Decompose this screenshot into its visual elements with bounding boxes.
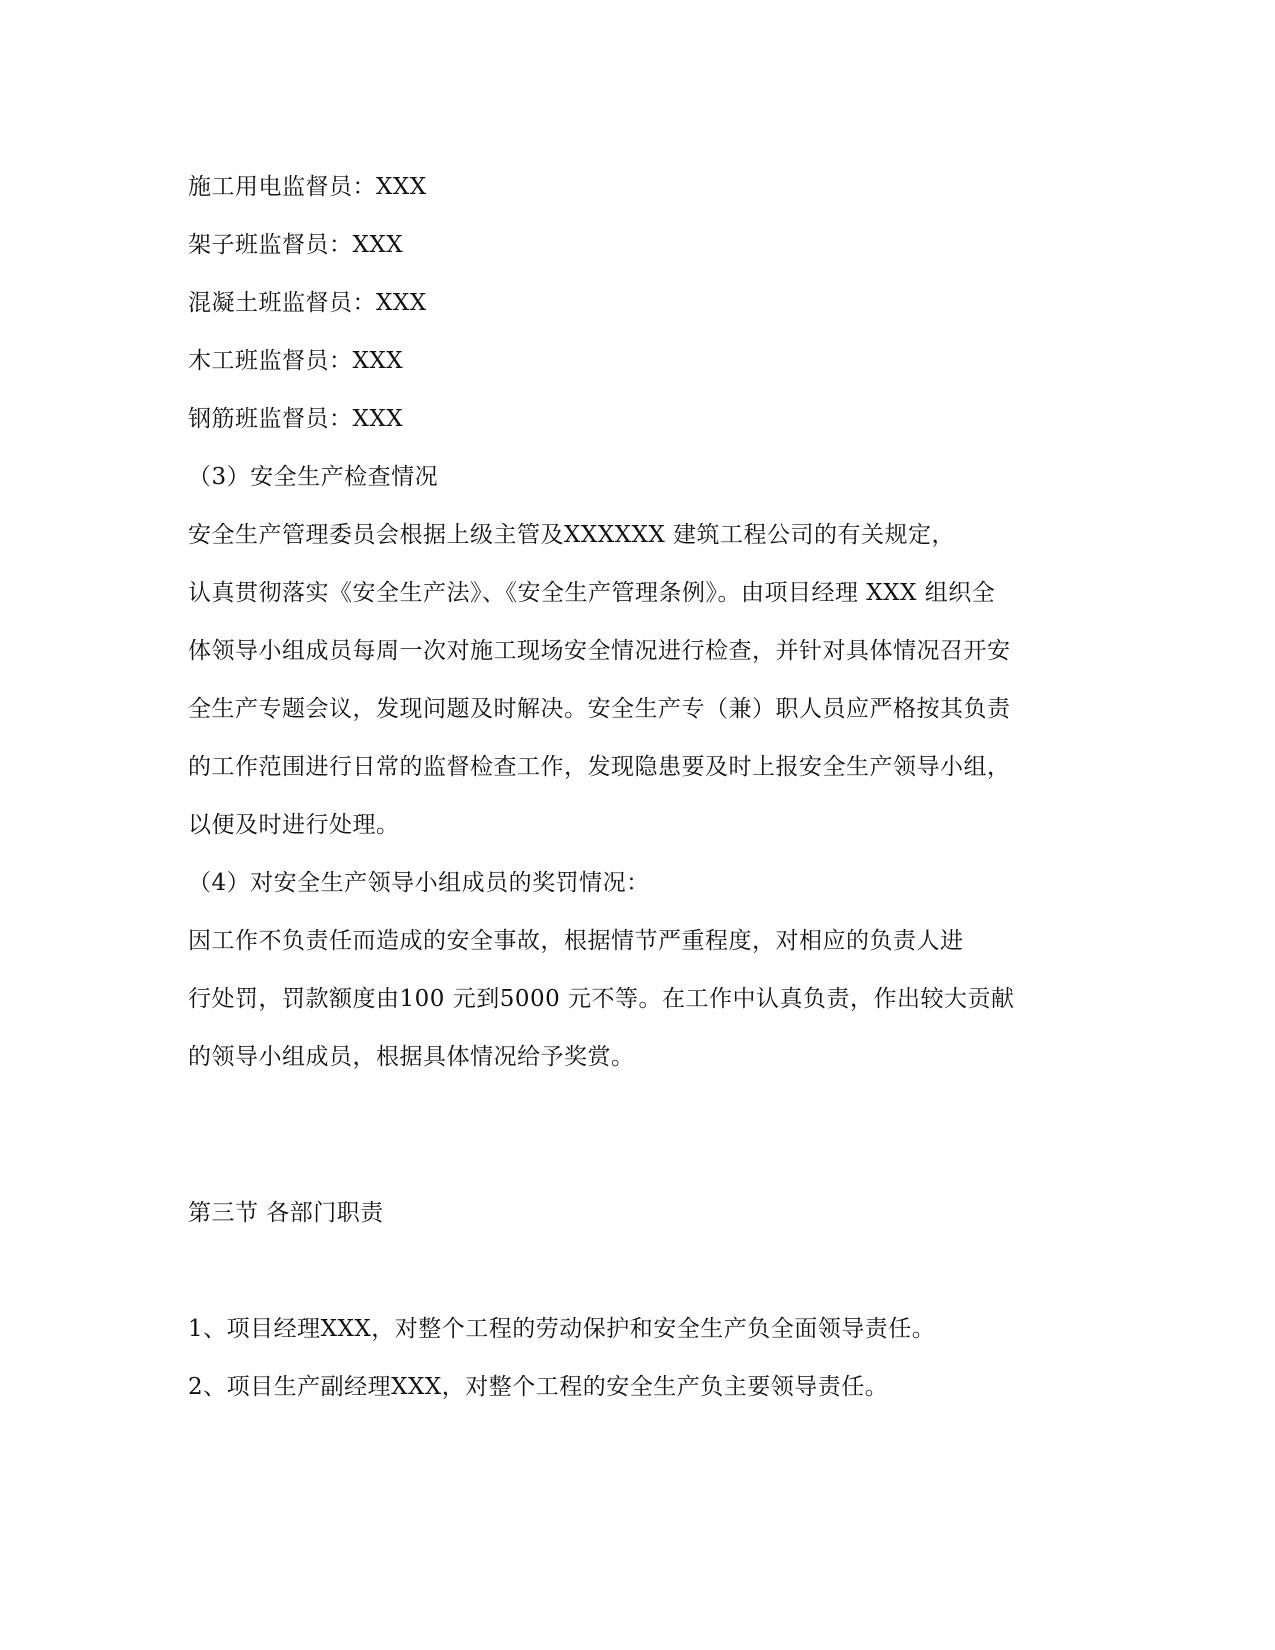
section-3-paragraph-line: 认真贯彻落实《安全生产法》、《安全生产管理条例》。由项目经理 XXX 组织全 (188, 580, 996, 606)
supervisor-electrical: 施工用电监督员：XXX (188, 174, 427, 200)
section-3-paragraph-line: 体领导小组成员每周一次对施工现场安全情况进行检查，并针对具体情况召开安 (188, 638, 1011, 664)
section-4-heading: （4）对安全生产领导小组成员的奖罚情况： (188, 870, 650, 896)
section-3-paragraph-line: 全生产专题会议，发现问题及时解决。安全生产专（兼）职人员应严格按其负责 (188, 696, 1011, 722)
section-3-heading: （3）安全生产检查情况 (188, 464, 439, 490)
supervisor-scaffold: 架子班监督员：XXX (188, 232, 404, 258)
chapter-title: 第三节 各部门职责 (188, 1200, 384, 1226)
duty-item: 1、项目经理XXX，对整个工程的劳动保护和安全生产负全面领导责任。 (188, 1316, 936, 1342)
section-4-paragraph-line: 的领导小组成员，根据具体情况给予奖赏。 (188, 1044, 635, 1070)
supervisor-concrete: 混凝土班监督员：XXX (188, 290, 427, 316)
section-3-paragraph-line: 的工作范围进行日常的监督检查工作，发现隐患要及时上报安全生产领导小组， (188, 754, 1011, 780)
section-4-paragraph-line: 行处罚，罚款额度由100 元到5000 元不等。在工作中认真负责，作出较大贡献 (188, 986, 1015, 1012)
supervisor-carpentry: 木工班监督员：XXX (188, 348, 404, 374)
supervisor-rebar: 钢筋班监督员：XXX (188, 406, 404, 432)
section-4-paragraph-line: 因工作不负责任而造成的安全事故，根据情节严重程度，对相应的负责人进 (188, 928, 964, 954)
duty-item: 2、项目生产副经理XXX，对整个工程的安全生产负主要领导责任。 (188, 1374, 889, 1400)
section-3-paragraph-line: 安全生产管理委员会根据上级主管及XXXXXX 建筑工程公司的有关规定， (188, 522, 956, 548)
section-3-paragraph-line: 以便及时进行处理。 (188, 812, 400, 838)
